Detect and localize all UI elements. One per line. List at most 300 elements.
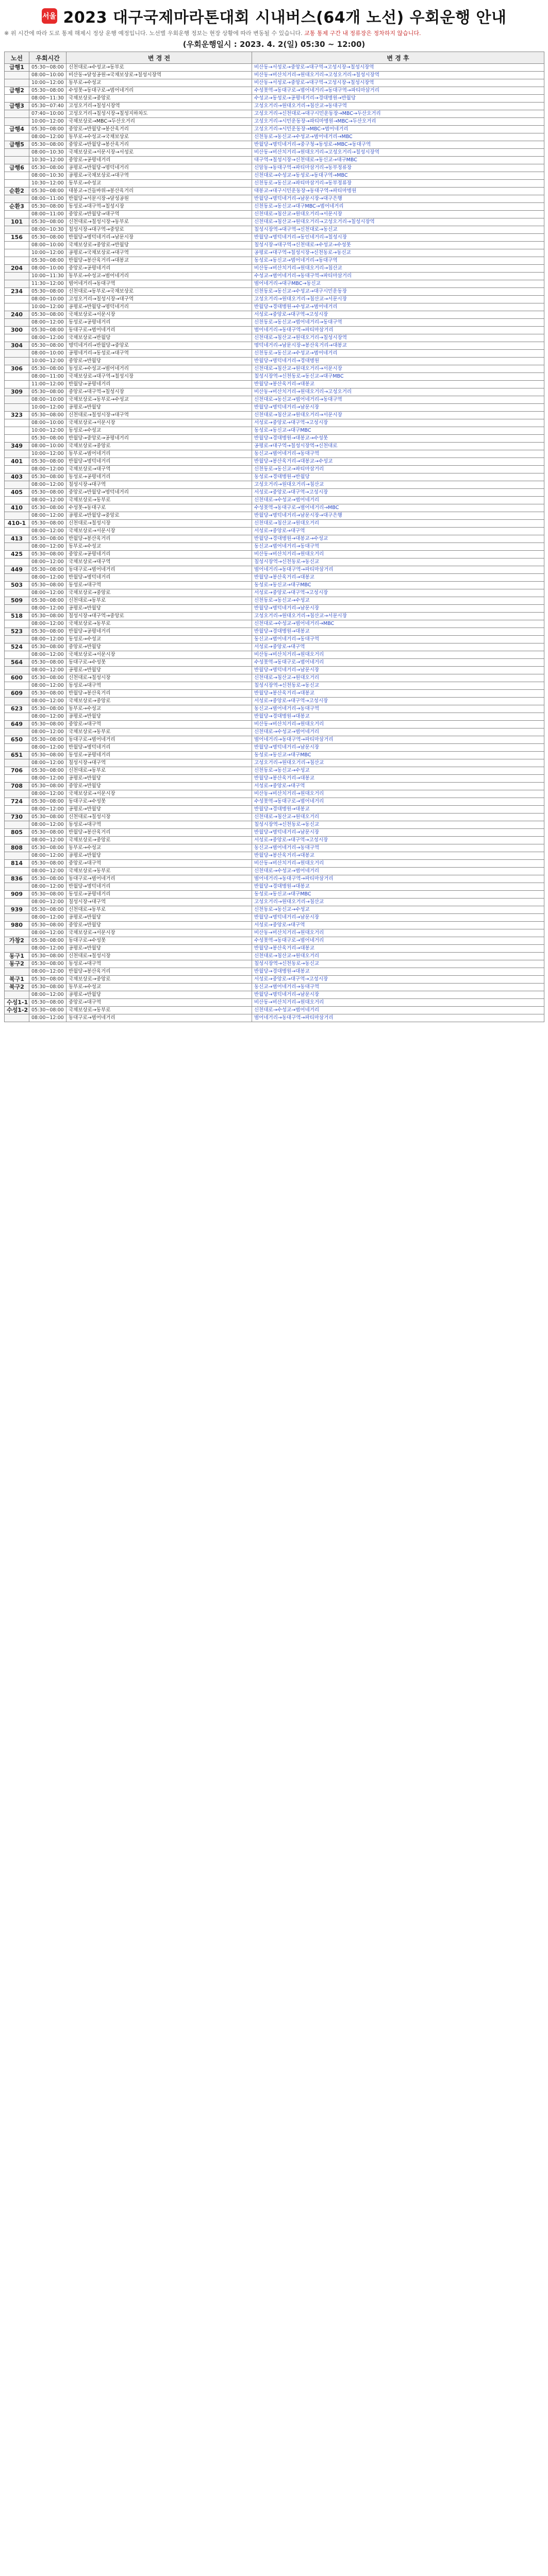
route-cell: 300 [5,327,29,334]
before-cell: 국채보상로→서문시장→서성로 [67,149,252,157]
before-cell: 중앙로→대구역→칠성시장 [67,388,252,396]
before-cell: 중앙로→반월당→봉산육거리 [67,126,252,133]
after-cell: 고성오거리→원대오거리→침산교→서문시장 [252,296,544,303]
time-cell: 10:00~12:00 [29,249,67,257]
route-cell: 240 [5,311,29,319]
after-cell: 비산동→비산치거리→원대오거리→고성오거리→칠성시장역 [252,72,544,79]
after-cell: 신천대로→수성교→범어네거리 [252,868,544,875]
time-cell: 08:00~12:00 [29,821,67,829]
route-cell [5,806,29,814]
before-cell: 중앙로→반월당 [67,643,252,651]
route-cell [5,280,29,288]
table-row [5,875,544,883]
table-row [5,651,544,659]
before-cell: 동성로→공평네거리 [67,319,252,327]
after-cell: 반월당→명덕네거리→남문시장→대구은행 [252,195,544,203]
after-cell: 비산동→서성로→중앙로→대구역→고성시장→칠성시장역 [252,79,544,87]
route-cell [5,79,29,87]
time-cell: 08:00~12:00 [29,790,67,798]
before-cell: 공평로→반월당 [67,605,252,613]
table-row [5,620,544,628]
after-cell: 명덕네거리→남문시장→봉산육거리→대봉교 [252,342,544,350]
time-cell: 08:00~12:00 [29,667,67,674]
table-row [5,195,544,203]
route-cell: 401 [5,458,29,466]
route-cell [5,991,29,999]
after-cell: 동신교→범어네거리→동대구역 [252,984,544,991]
route-cell [5,605,29,613]
time-cell: 08:00~12:00 [29,883,67,891]
time-cell: 05:30~08:00 [29,736,67,744]
time-cell: 08:00~12:00 [29,929,67,937]
after-cell: 신암동→동대구역→파티마삼거리→동부정류장 [252,164,544,172]
table-row [5,64,544,72]
table-row [5,388,544,396]
before-cell: 신천대로→수성교→동부로 [67,64,252,72]
table-row [5,976,544,984]
route-cell [5,713,29,721]
before-cell: 반월당→서문시장→달성공원 [67,195,252,203]
time-cell: 05:30~08:00 [29,164,67,172]
table-row [5,852,544,860]
after-cell: 신천동로→동신교→범어네거리→동대구역 [252,319,544,327]
table-row [5,273,544,280]
time-cell: 08:00~12:00 [29,1014,67,1022]
table-row [5,543,544,551]
after-cell: 반월당→명덕네거리→남문시장→대구은행 [252,512,544,520]
after-cell: 서성로→중앙로→대구역 [252,528,544,535]
before-cell: 동대구로→범어네거리 [67,736,252,744]
route-cell: 급행1 [5,64,29,72]
route-cell [5,636,29,643]
before-cell: 범어네거리→동대구역 [67,280,252,288]
route-cell [5,211,29,218]
route-cell: 동구2 [5,960,29,968]
time-cell: 08:00~12:00 [29,744,67,752]
after-cell: 비산동→비산치거리→원대오거리→고성오거리 [252,388,544,396]
time-cell: 05:30~08:00 [29,984,67,991]
after-cell: 반월당→봉산육거리→대봉교 [252,775,544,783]
time-cell: 08:00~10:00 [29,242,67,249]
time-cell: 08:00~12:00 [29,319,67,327]
time-cell: 05:30~08:00 [29,628,67,636]
table-row [5,968,544,976]
after-cell: 신천대로→수성교→범어네거리 [252,728,544,736]
table-row [5,427,544,435]
after-cell: 동성로→동신교→대구MBC [252,427,544,435]
after-cell: 서성로→중앙로→대구역→고성시장 [252,698,544,705]
table-row [5,72,544,79]
before-cell: 고성오거리→칠성시장역 [67,103,252,110]
route-cell [5,775,29,783]
after-cell: 비산동→비산치거리→원대오거리 [252,551,544,558]
after-cell: 고성오거리→원대오거리→침산교 [252,759,544,767]
route-cell: 156 [5,234,29,242]
route-cell: 425 [5,551,29,558]
after-cell: 비산동→서성로→중앙로→대구역→고성시장→칠성시장역 [252,64,544,72]
time-cell: 05:30~08:00 [29,783,67,790]
table-row [5,458,544,466]
before-cell: 중앙로→반월당 [67,358,252,365]
table-row [5,589,544,597]
table-row [5,412,544,419]
route-cell [5,1014,29,1022]
table-row [5,404,544,412]
after-cell: 반월당→명덕네거리→중구청→동성로→MBC→동대구역 [252,141,544,149]
detour-table [4,52,544,1022]
before-cell: 공평로→국채보상로→대구역 [67,172,252,180]
route-cell: 524 [5,643,29,651]
table-row [5,296,544,303]
before-cell: 국채보상로→중앙로 [67,976,252,984]
table-row [5,126,544,133]
time-cell: 05:30~08:00 [29,922,67,929]
time-cell: 05:30~08:00 [29,566,67,574]
before-cell: 동성로→수성교 [67,427,252,435]
before-cell: 국채보상로→서문시장 [67,929,252,937]
before-cell: 동성로→공평네거리 [67,891,252,899]
table-row [5,365,544,373]
route-cell: 413 [5,535,29,543]
before-cell: 동성로→대구역 [67,960,252,968]
table-row [5,188,544,195]
before-cell: 동성로→수성교→범어네거리 [67,365,252,373]
after-cell: 신천대로→동신교→범어네거리→동대구역 [252,396,544,404]
time-cell: 08:00~12:00 [29,868,67,875]
table-row [5,566,544,574]
time-cell: 08:00~12:00 [29,605,67,613]
table-row [5,520,544,528]
route-cell [5,914,29,922]
time-cell: 05:30~08:00 [29,999,67,1007]
route-cell: 234 [5,288,29,296]
time-cell: 08:00~12:00 [29,852,67,860]
table-row [5,319,544,327]
before-cell: 신천대로→동부로→국채보상로 [67,288,252,296]
after-cell: 비산동→비산치거리→원대오거리 [252,860,544,868]
route-cell [5,195,29,203]
route-cell: 북구1 [5,976,29,984]
route-cell: 730 [5,814,29,821]
before-cell: 국채보상로→중앙로→반월당 [67,242,252,249]
after-cell: 범어네거리→동대구역→파티마삼거리 [252,1014,544,1022]
time-cell: 08:00~12:00 [29,651,67,659]
time-cell: 10:00~12:00 [29,118,67,126]
after-cell: 신천동로→동신교→수성교 [252,906,544,914]
after-cell: 반월당→명덕네거리→남문시장 [252,829,544,837]
table-row [5,744,544,752]
table-row [5,999,544,1007]
after-cell: 반월당→경대병원→대봉교 [252,968,544,976]
after-cell: 동신교→범어네거리→동대구역 [252,450,544,458]
before-cell: 동대구로→수성못 [67,798,252,806]
table-row [5,775,544,783]
before-cell: 고성오거리→칠성시장→대구역 [67,296,252,303]
table-row [5,342,544,350]
time-cell: 08:00~12:00 [29,837,67,844]
table-row [5,690,544,698]
before-cell: 동대구로→범어네거리 [67,875,252,883]
time-cell: 08:00~10:30 [29,226,67,234]
before-cell: 국채보상로→서문시장 [67,528,252,535]
table-row [5,265,544,273]
route-cell: 518 [5,613,29,620]
table-row [5,164,544,172]
time-cell: 08:00~10:00 [29,350,67,358]
before-cell: 반월당→봉산육거리 [67,535,252,543]
table-row [5,891,544,899]
time-cell: 05:30~08:00 [29,551,67,558]
before-cell: 중앙로→반월당 [67,783,252,790]
before-cell: 동부로→수성교 [67,705,252,713]
route-cell [5,334,29,342]
after-cell: 반월당→봉산육거리→대봉교 [252,945,544,953]
after-cell: 반월당→명덕네거리→남문시장 [252,914,544,922]
after-cell: 범어네거리→동대구역→파티마삼거리 [252,566,544,574]
table-row [5,922,544,929]
before-cell: 중앙로→공평네거리 [67,157,252,164]
before-cell: 반월당→명덕네거리 [67,883,252,891]
after-cell: 반월당→경대병원→수성교→범어네거리 [252,303,544,311]
route-cell: 급행4 [5,126,29,133]
after-cell: 동성로→동신교→대구MBC [252,891,544,899]
time-cell: 05:30~07:40 [29,103,67,110]
before-cell: 공평로→반월당 [67,806,252,814]
table-row [5,814,544,821]
route-cell [5,296,29,303]
after-cell: 반월당→봉산육거리→대봉교→수성교 [252,458,544,466]
time-cell: 10:00~12:00 [29,358,67,365]
after-cell: 범어네거리→동대구역→파티마삼거리 [252,875,544,883]
before-cell: 반월당→봉산육거리 [67,690,252,698]
time-cell: 05:30~08:00 [29,844,67,852]
after-cell: 서성로→중앙로→대구역→고성시장 [252,311,544,319]
route-cell [5,790,29,798]
table-row [5,396,544,404]
after-cell: 반월당→경대병원→대봉교→수성교 [252,535,544,543]
detour-date-banner [4,38,544,49]
table-row [5,257,544,265]
after-cell: 비산동→비산치거리→원대오거리→침산교 [252,265,544,273]
route-cell [5,149,29,157]
before-cell: 반월당→봉산육거리→대봉교 [67,257,252,265]
route-cell: 급행3 [5,103,29,110]
after-cell: 서성로→중앙로→대구역→고성시장 [252,589,544,597]
time-cell: 10:30~12:00 [29,157,67,164]
table-row [5,682,544,690]
table-row [5,149,544,157]
before-cell: 칠성시장→대구역 [67,481,252,489]
after-cell: 서성로→중앙로→대구역→고성시장 [252,976,544,984]
table-row [5,512,544,520]
after-cell: 신천동로→동신교→수성교 [252,767,544,775]
route-cell: 449 [5,566,29,574]
route-cell: 101 [5,218,29,226]
time-cell: 08:00~12:00 [29,133,67,141]
before-cell: 동부로→수성교 [67,180,252,188]
time-cell: 08:00~11:00 [29,195,67,203]
before-cell: 중앙로→공평네거리 [67,265,252,273]
table-row [5,172,544,180]
route-cell: 509 [5,597,29,605]
time-cell: 05:30~08:00 [29,860,67,868]
after-cell: 서성로→중앙로→대구역 [252,643,544,651]
time-cell: 08:00~10:00 [29,265,67,273]
time-cell: 05:30~08:00 [29,906,67,914]
header-after: 변 경 후 [252,52,544,64]
after-cell: 반월당→경대병원→대봉교→수성못 [252,435,544,443]
after-cell: 신천대로→수성교→범어네거리 [252,497,544,504]
time-cell: 05:30~08:00 [29,814,67,821]
time-cell: 08:00~12:00 [29,334,67,342]
after-cell: 고성오거리→신천대로→대구시민운동장→MBC→두산오거리 [252,110,544,118]
before-cell: 동성로→공평네거리 [67,473,252,481]
before-cell: 중앙로→반월당→명덕네거리 [67,489,252,497]
time-cell: 10:00~12:00 [29,427,67,435]
time-cell: 08:00~12:00 [29,713,67,721]
before-cell: 국채보상로→중앙로 [67,698,252,705]
before-cell: 국채보상로→동부로 [67,728,252,736]
table-row [5,141,544,149]
table-row [5,288,544,296]
route-cell [5,373,29,381]
before-cell: 명덕네거리→반월당→중앙로 [67,342,252,350]
table-row [5,79,544,87]
after-cell: 동성로→경대병원→반월당 [252,473,544,481]
route-cell [5,558,29,566]
time-cell: 05:30~08:00 [29,767,67,775]
time-cell: 08:00~12:00 [29,914,67,922]
route-cell [5,257,29,265]
route-cell [5,273,29,280]
before-cell: 공평로→반월당 [67,914,252,922]
time-cell: 08:00~12:00 [29,466,67,473]
before-cell: 국채보상로→중앙로 [67,589,252,597]
after-cell: 반월당→명덕네거리→남문시장 [252,744,544,752]
route-cell [5,303,29,311]
table-row [5,87,544,95]
route-cell: 405 [5,489,29,497]
table-row [5,303,544,311]
route-cell: 523 [5,628,29,636]
page-title: 2023 대구국제마라톤대회 시내버스(64개 노선) 우회운행 안내 [63,9,507,27]
before-cell: 공평로→반월당 [67,667,252,674]
before-cell: 반월당→봉산육거리 [67,829,252,837]
table-row [5,327,544,334]
before-cell: 국채보상로→서문시장 [67,790,252,798]
route-cell: 836 [5,875,29,883]
header-before: 변 경 전 [67,52,252,64]
before-cell: 공평로→반월당 [67,852,252,860]
before-cell: 수성못→동대구로 [67,504,252,512]
before-cell: 대봉교→건들바위→봉산육거리 [67,188,252,195]
before-cell: 공평로→반월당 [67,404,252,412]
table-row [5,1007,544,1014]
time-cell: 08:00~12:00 [29,698,67,705]
before-cell: 국채보상로→동부로 [67,620,252,628]
before-cell: 동성로→대구역→칠성시장 [67,203,252,211]
time-cell: 05:30~08:00 [29,798,67,806]
table-row [5,358,544,365]
table-row [5,705,544,713]
table-row [5,860,544,868]
before-cell: 비산동→달성공원→국채보상로→칠성시장역 [67,72,252,79]
time-cell: 11:30~12:00 [29,280,67,288]
table-row [5,242,544,249]
route-cell: 410 [5,504,29,512]
route-cell [5,528,29,535]
table-row [5,157,544,164]
route-cell: 급행6 [5,164,29,172]
table-row [5,821,544,829]
table-row [5,234,544,242]
table-row [5,489,544,497]
notice-warning: 교통 통제 구간 내 정류장은 정차하지 않습니다. [304,30,421,37]
time-cell: 05:30~08:00 [29,126,67,133]
before-cell: 수성못→동대구로→범어네거리 [67,87,252,95]
after-cell: 범어네거리→동대구역→파티마삼거리 [252,327,544,334]
after-cell: 동성로→동신교→대구MBC [252,582,544,589]
after-cell: 범어네거리→대구MBC→동신교 [252,280,544,288]
table-row [5,736,544,744]
route-cell [5,759,29,767]
table-row [5,759,544,767]
route-cell [5,837,29,844]
before-cell: 신천대로→동부로 [67,597,252,605]
after-cell: 비산동→비산치거리→원대오거리 [252,790,544,798]
time-cell: 05:30~08:00 [29,891,67,899]
after-cell: 신천대로→침산교→원대오거리→서문시장 [252,211,544,218]
route-cell: 306 [5,365,29,373]
table-row [5,991,544,999]
time-cell: 05:30~08:00 [29,288,67,296]
after-cell: 서성로→중앙로→대구역 [252,922,544,929]
table-row [5,473,544,481]
table-row [5,211,544,218]
table-row [5,450,544,458]
after-cell: 동성로→동신교→범어네거리→동대구역 [252,257,544,265]
after-cell: 고성오거리→원대오거리→침산교 [252,899,544,906]
route-cell: 북구2 [5,984,29,991]
route-cell: 309 [5,388,29,396]
table-row [5,435,544,443]
route-cell: 814 [5,860,29,868]
time-cell: 05:30~08:00 [29,64,67,72]
logo-text: 서울 [42,12,57,21]
before-cell: 국채보상로→동부로 [67,1007,252,1014]
after-cell: 범어네거리→동대구역→파티마삼거리 [252,736,544,744]
time-cell: 05:30~08:00 [29,953,67,960]
after-cell: 신천대로→침산교→원대오거리→서문시장 [252,365,544,373]
after-cell: 신천대로→침산교→원대오거리→고성오거리→칠성시장역 [252,218,544,226]
time-cell: 08:00~12:00 [29,728,67,736]
time-cell: 08:00~12:00 [29,481,67,489]
time-cell: 05:30~08:00 [29,597,67,605]
after-cell: 신천대로→수성교→범어네거리→MBC [252,620,544,628]
route-cell [5,589,29,597]
before-cell: 신천대로→칠성시장→대구역 [67,412,252,419]
time-cell: 05:30~08:00 [29,674,67,682]
route-cell [5,427,29,435]
table-row [5,767,544,775]
after-cell: 칠성시장역→신천동로→동신교 [252,558,544,566]
time-cell: 07:40~10:00 [29,110,67,118]
before-cell: 국채보상로→중앙로 [67,95,252,103]
time-cell: 05:30~08:00 [29,473,67,481]
table-row [5,350,544,358]
before-cell: 국채보상로→서문시장 [67,311,252,319]
route-cell: 204 [5,265,29,273]
